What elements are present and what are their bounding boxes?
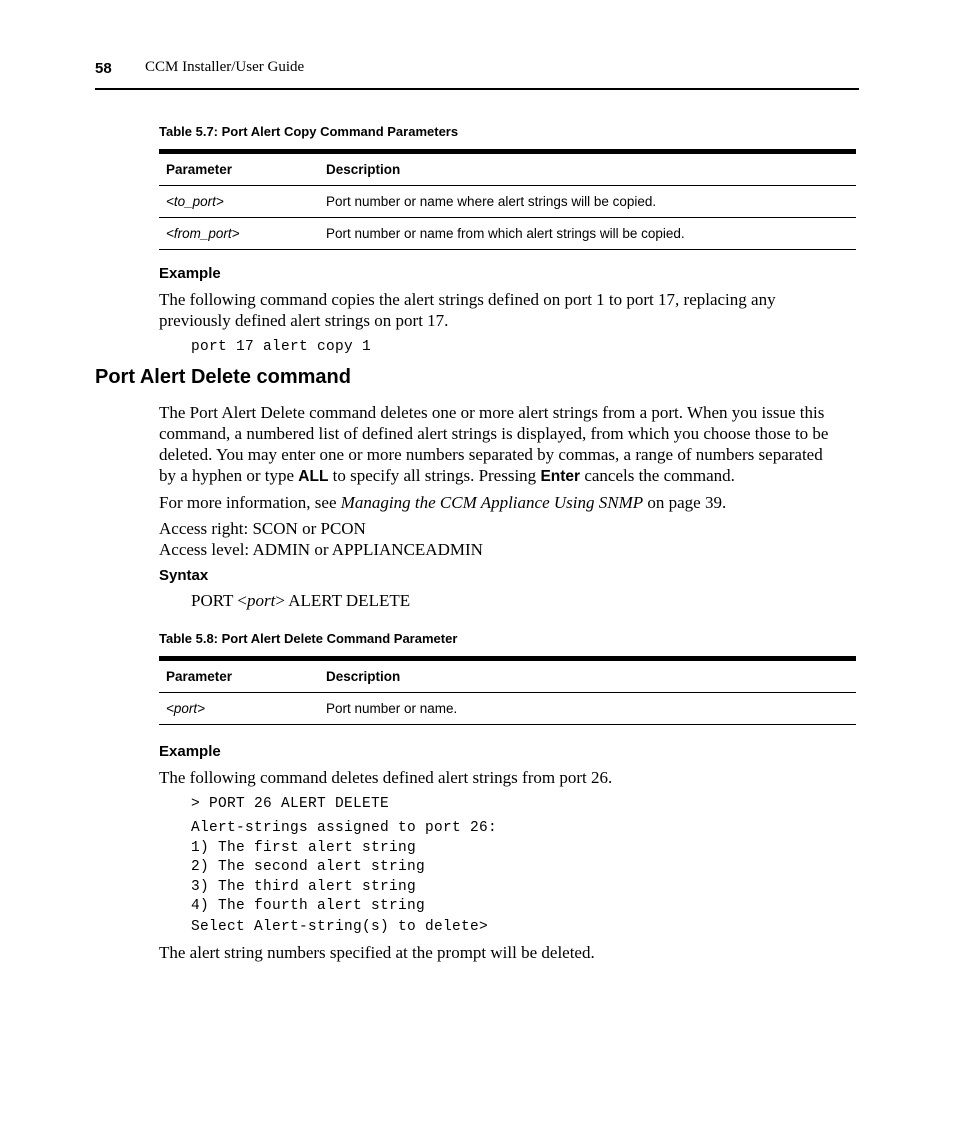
table-row <box>159 693 856 725</box>
code-line: 3) The third alert string <box>191 878 417 895</box>
text-line: The Port Alert Delete command deletes one or more alert strings from a port. When you issue this <box>159 403 825 422</box>
example-text <box>159 289 859 331</box>
text-line: The following command copies the alert strings defined on port 1 to port 17, replacing any <box>159 290 776 309</box>
access-level: Access level: ADMIN or APPLIANCEADMIN <box>159 540 483 559</box>
parameter-name: <to_port> <box>166 194 224 209</box>
parameter-name: <from_port> <box>166 226 240 241</box>
table-row <box>159 218 856 250</box>
syntax-parameter: port <box>246 591 276 610</box>
syntax-line <box>191 591 410 611</box>
guide-title: CCM Installer/User Guide <box>145 59 305 75</box>
example-heading: Example <box>159 743 221 760</box>
text-line: deleted. You may enter one or more numbers separated by commas, a range of numbers separated <box>159 445 823 464</box>
table-header-row <box>159 154 856 186</box>
column-header-parameter: Parameter <box>166 669 233 684</box>
more-info-text <box>159 492 859 513</box>
table-row <box>159 186 856 218</box>
code-line: Alert-strings assigned to port 26: <box>191 820 498 836</box>
parameter-description: Port number or name. <box>326 701 458 716</box>
access-right: Access right: SCON or PCON <box>159 519 366 538</box>
parameter-table <box>159 149 856 250</box>
example-heading: Example <box>159 265 221 282</box>
parameter-name: <port> <box>166 701 206 716</box>
code-line: 4) The fourth alert string <box>191 898 426 914</box>
text-run: PORT < <box>191 591 247 610</box>
syntax-heading: Syntax <box>159 567 209 584</box>
section-title: Port Alert Delete command <box>95 366 351 388</box>
column-header-description: Description <box>326 669 401 684</box>
code-line: 2) The second alert string <box>191 859 426 875</box>
parameter-description: Port number or name from which alert strings will be copied. <box>326 226 685 241</box>
text-run: For more information, see <box>159 493 341 512</box>
keyword-all: ALL <box>298 468 329 485</box>
example-text: The following command deletes defined alert strings from port 26. <box>159 768 613 787</box>
table-caption: Table 5.8: Port Alert Delete Command Parameter <box>159 631 458 646</box>
access-info <box>159 518 859 560</box>
parameter-description: Port number or name where alert strings will be copied. <box>326 194 657 209</box>
column-header-parameter: Parameter <box>166 162 233 177</box>
column-header-description: Description <box>326 162 401 177</box>
text-run: > ALERT DELETE <box>275 591 411 610</box>
text-run: on page 39. <box>643 493 727 512</box>
section-description <box>159 402 859 487</box>
table-caption: Table 5.7: Port Alert Copy Command Parameters <box>159 124 459 139</box>
table-header-row <box>159 661 856 693</box>
text-line <box>159 465 859 487</box>
parameter-table <box>159 656 856 725</box>
text-line: previously defined alert strings on port 17. <box>159 311 449 330</box>
code-command: > PORT 26 ALERT DELETE <box>191 796 390 812</box>
code-output <box>191 819 497 917</box>
closing-text: The alert string numbers specified at the prompt will be deleted. <box>159 943 595 962</box>
page-header <box>95 58 859 90</box>
text-line: command, a numbered list of defined alert strings is displayed, from which you choose those to be <box>159 424 829 443</box>
keyword-enter: Enter <box>540 468 581 485</box>
text-run: by a hyphen or type <box>159 466 299 485</box>
code-prompt: Select Alert-string(s) to delete> <box>191 919 489 935</box>
code-example: port 17 alert copy 1 <box>191 339 372 355</box>
text-run: cancels the command. <box>580 466 735 485</box>
text-run: to specify all strings. Pressing <box>328 466 541 485</box>
page-number: 58 <box>95 60 112 77</box>
cross-reference-link[interactable]: Managing the CCM Appliance Using SNMP <box>340 493 644 512</box>
code-line: 1) The first alert string <box>191 839 417 856</box>
